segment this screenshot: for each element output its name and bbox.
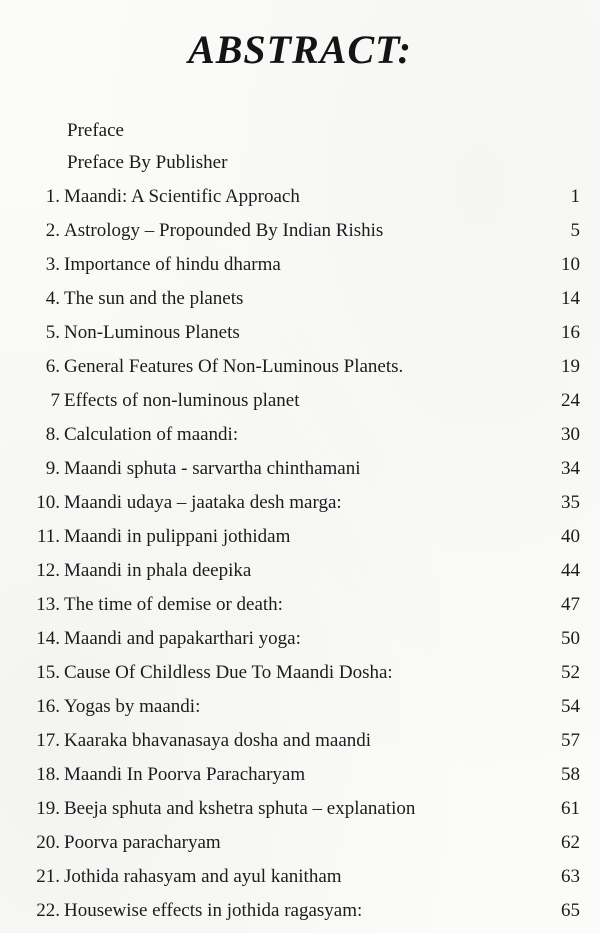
toc-entry-number: 2. — [45, 220, 60, 241]
toc-entry-title: Non-Luminous Planets — [64, 322, 240, 343]
toc-entry-title: Housewise effects in jothida ragasyam: — [64, 900, 363, 921]
toc-entry-title: Jothida rahasyam and ayul kanitham — [64, 866, 342, 887]
toc-entry-title: Maandi sphuta - sarvartha chinthamani — [64, 458, 361, 479]
toc-entry-number: 3. — [45, 254, 60, 275]
toc-entry — [8, 556, 580, 590]
toc-entry-number: 9. — [45, 458, 60, 479]
toc-entry — [8, 352, 580, 386]
toc-entry — [8, 420, 580, 454]
toc-entry-number: 19. — [36, 798, 60, 819]
toc-entry-page: 61 — [561, 798, 580, 819]
toc-entry-number: 6. — [45, 356, 60, 377]
toc-entry — [8, 318, 580, 352]
toc-entry-number: 16. — [36, 696, 60, 717]
toc-entry-page: 52 — [561, 662, 580, 683]
toc-entry-number: 17. — [36, 730, 60, 751]
toc-entry-number: 10. — [36, 492, 60, 513]
toc-entry-number: 7 — [50, 390, 60, 411]
toc-entry-title: Cause Of Childless Due To Maandi Dosha: — [64, 662, 393, 683]
toc-entry-page: 14 — [561, 288, 580, 309]
toc-entry-page: 65 — [561, 900, 580, 921]
toc-entry-number: 1. — [45, 186, 60, 207]
toc-entry-number: 22. — [36, 900, 60, 921]
toc-entry-title: Maandi udaya – jaataka desh marga: — [64, 492, 342, 513]
toc-entry-page: 5 — [570, 220, 580, 241]
toc-entry-page: 58 — [561, 764, 580, 785]
preface-by-publisher-entry: Preface By Publisher — [67, 152, 228, 173]
toc-entry — [8, 522, 580, 556]
toc-entry-page: 16 — [561, 322, 580, 343]
toc-entry — [8, 692, 580, 726]
toc-entry-title: Kaaraka bhavanasaya dosha and maandi — [64, 730, 372, 751]
page-title: ABSTRACT: — [188, 27, 412, 72]
toc-entry-title: Maandi in pulippani jothidam — [64, 526, 291, 547]
toc-entry-title: Maandi In Poorva Paracharyam — [64, 764, 306, 785]
toc-entry-number: 18. — [36, 764, 60, 785]
toc-entry — [8, 182, 580, 216]
toc-entry — [8, 488, 580, 522]
toc-entry — [8, 216, 580, 250]
toc-entry — [8, 862, 580, 896]
preface-entry: Preface — [67, 120, 124, 141]
toc-entry-title: Astrology – Propounded By Indian Rishis — [64, 220, 384, 241]
toc-entry-number: 4. — [45, 288, 60, 309]
toc-entry-title: The sun and the planets — [64, 288, 244, 309]
toc-entry-title: Importance of hindu dharma — [64, 254, 281, 275]
toc-entry-page: 63 — [561, 866, 580, 887]
toc-entry-title: The time of demise or death: — [64, 594, 283, 615]
toc-entry-title: Maandi and papakarthari yoga: — [64, 628, 301, 649]
toc-entry-number: 15. — [36, 662, 60, 683]
toc-entry-page: 57 — [561, 730, 580, 751]
toc-entry-page: 47 — [561, 594, 580, 615]
toc-entry-number: 5. — [45, 322, 60, 343]
toc-entry-page: 10 — [561, 254, 580, 275]
toc-entry — [8, 386, 580, 420]
toc-entry — [8, 896, 580, 930]
toc-entry — [8, 624, 580, 658]
toc-entry-page: 54 — [561, 696, 580, 717]
toc-entry-number: 20. — [36, 832, 60, 853]
toc-entry-title: Poorva paracharyam — [64, 832, 221, 853]
toc-entry-page: 40 — [561, 526, 580, 547]
toc-entry — [8, 590, 580, 624]
toc-entry-number: 11. — [36, 526, 60, 547]
toc-entry-title: Effects of non-luminous planet — [64, 390, 300, 411]
toc-entry-number: 13. — [36, 594, 60, 615]
toc-entry — [8, 794, 580, 828]
toc-entry-title: Maandi in phala deepika — [64, 560, 252, 581]
toc-entry-page: 34 — [561, 458, 580, 479]
toc-entry-page: 30 — [561, 424, 580, 445]
toc-entry-title: Beeja sphuta and kshetra sphuta – explanation — [64, 798, 416, 819]
toc-entry-title: General Features Of Non-Luminous Planets. — [64, 356, 404, 377]
toc-entry-title: Maandi: A Scientific Approach — [64, 186, 300, 207]
table-of-contents — [8, 182, 580, 930]
toc-entry-page: 24 — [561, 390, 580, 411]
toc-entry-number: 14. — [36, 628, 60, 649]
toc-entry-page: 44 — [561, 560, 580, 581]
toc-entry-title: Calculation of maandi: — [64, 424, 239, 445]
toc-entry-title: Yogas by maandi: — [64, 696, 201, 717]
toc-entry-page: 35 — [561, 492, 580, 513]
toc-entry-number: 12. — [36, 560, 60, 581]
toc-entry — [8, 760, 580, 794]
toc-entry — [8, 828, 580, 862]
toc-entry-number: 8. — [45, 424, 60, 445]
toc-entry — [8, 284, 580, 318]
toc-entry-page: 1 — [570, 186, 580, 207]
toc-entry — [8, 658, 580, 692]
toc-entry-page: 50 — [561, 628, 580, 649]
toc-entry-number: 21. — [36, 866, 60, 887]
toc-entry — [8, 250, 580, 284]
toc-entry — [8, 454, 580, 488]
toc-entry — [8, 726, 580, 760]
toc-entry-page: 19 — [561, 356, 580, 377]
toc-entry-page: 62 — [561, 832, 580, 853]
